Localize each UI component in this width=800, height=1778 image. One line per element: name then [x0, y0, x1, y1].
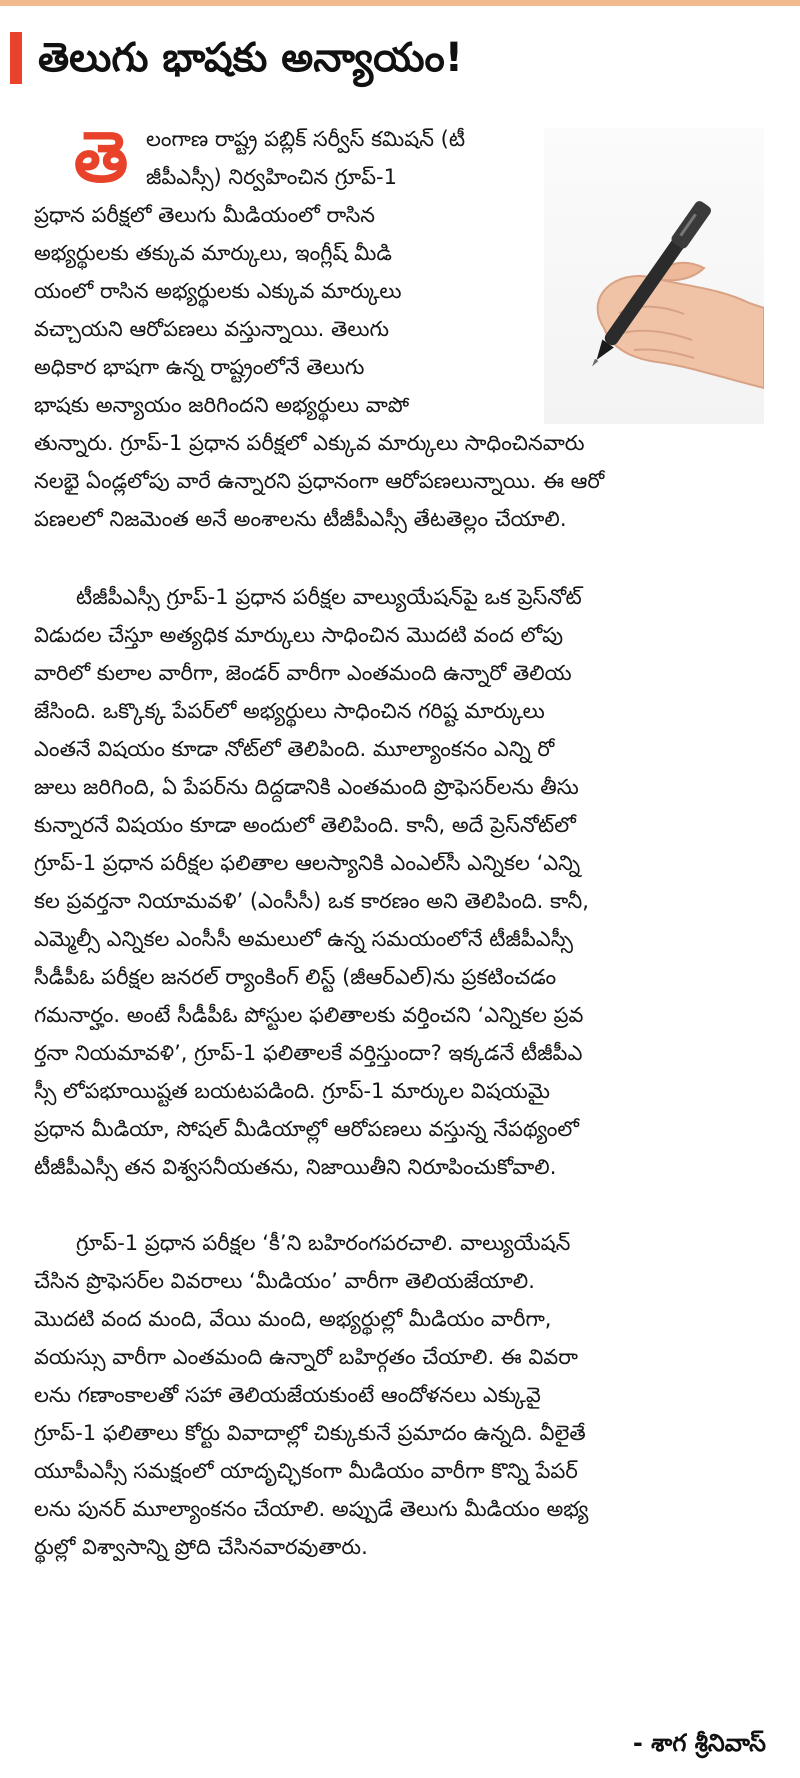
paragraph2-line: కున్నారనే విషయం కూడా అందులో తెలిపింది. కానీ, అదే ప్రెస్‌నోట్‌లో — [34, 813, 576, 837]
paragraph2-line: టీజీపీఎస్సీ తన విశ్వసనీయతను, నిజాయితీని నిరూపించుకోవాలి. — [34, 1155, 557, 1179]
paragraph3-line: ర్థుల్లో విశ్వాసాన్ని ప్రోది చేసినవారవుతారు. — [34, 1535, 368, 1559]
author-byline: - శాగ శ్రీనివాస్ — [632, 1729, 766, 1757]
top-rule — [0, 0, 800, 6]
paragraph1-line: లంగాణ రాష్ట్ర పబ్లిక్ సర్వీస్ కమిషన్ (టీ — [146, 127, 466, 151]
article-headline: తెలుగు భాషకు అన్యాయం! — [38, 35, 464, 81]
paragraph3-line: లను పునర్ మూల్యాంకనం చేయాలి. అప్పుడే తెలుగు మీడియం అభ్య — [34, 1497, 589, 1521]
paragraph2-line: వారిలో కులాల వారీగా, జెండర్ వారీగా ఎంతమంది ఉన్నారో తెలియ — [34, 661, 572, 685]
paragraph1-line: అభ్యర్థులకు తక్కువ మార్కులు, ఇంగ్లీష్ మీడి — [34, 241, 392, 265]
paragraph2-line: కల ప్రవర్తనా నియామవళి’ (ఎంసీసీ) ఒక కారణం అని తెలిపింది. కానీ, — [34, 889, 589, 913]
paragraph3-line: మొదటి వంద మంది, వేయి మంది, అభ్యర్థుల్లో మీడియం వారీగా, — [34, 1307, 552, 1331]
paragraph3-line: గ్రూప్-1 ప్రధాన పరీక్షల ‘కీ’ని బహిరంగపరచాలి. వాల్యుయేషన్ — [76, 1231, 571, 1255]
headline-accent-bar — [10, 32, 22, 84]
paragraph1-line: తున్నారు. గ్రూప్-1 ప్రధాన పరీక్షలో ఎక్కువ మార్కులు సాధించినవారు — [34, 431, 585, 455]
paragraph1-line: పణలలో నిజమెంత అనే అంశాలను టీజీపీఎస్సీ తేటతెల్లం చేయాలి. — [34, 507, 567, 531]
paragraph1-line: వచ్చాయని ఆరోపణలు వస్తున్నాయి. తెలుగు — [34, 317, 389, 341]
paragraph3-line: లను గణాంకాలతో సహా తెలియజేయకుంటే ఆందోళనలు ఎక్కువై — [34, 1383, 541, 1407]
paragraph1-line: ప్రధాన పరీక్షలో తెలుగు మీడియంలో రాసిన — [34, 203, 376, 227]
paragraph2-line: ప్రధాన మీడియా, సోషల్ మీడియాల్లో ఆరోపణలు వస్తున్న నేపథ్యంలో — [34, 1117, 579, 1141]
paragraph1-line: యంలో రాసిన అభ్యర్థులకు ఎక్కువ మార్కులు — [34, 279, 402, 303]
paragraph2-line: జులు జరిగింది, ఏ పేపర్‌ను దిద్దడానికి ఎంతమంది ప్రొఫెసర్‌లను తీసు — [34, 775, 579, 799]
paragraph1-line: జీపీఎస్సీ) నిర్వహించిన గ్రూప్-1 — [146, 165, 397, 189]
paragraph2-line: గ్రూప్-1 ప్రధాన పరీక్షల ఫలితాల ఆలస్యానికి ఎంఎల్‌సీ ఎన్నికల ‘ఎన్ని — [34, 851, 581, 875]
paragraph2-line: ఎమ్మెల్సీ ఎన్నికల ఎంసీసీ అమలులో ఉన్న సమయంలోనే టీజీపీఎస్సీ — [34, 927, 574, 951]
paragraph1-line: అధికార భాషగా ఉన్న రాష్ట్రంలోనే తెలుగు — [34, 355, 365, 379]
paragraph1-line: భాషకు అన్యాయం జరిగిందని అభ్యర్థులు వాపో — [34, 393, 410, 417]
paragraph2-line: సీడీపీఓ పరీక్షల జనరల్ ర్యాంకింగ్ లిస్ట్ (జీఆర్ఎల్)ను ప్రకటించడం — [34, 965, 557, 989]
hand-holding-pen-icon — [544, 128, 764, 424]
paragraph2-line: స్సీ లోపభూయిష్టత బయటపడింది. గ్రూప్-1 మార్కుల విషయమై — [34, 1079, 550, 1103]
paragraph2-line: జేసింది. ఒక్కొక్క పేపర్‌లో అభ్యర్థులు సాధించిన గరిష్ట మార్కులు — [34, 699, 545, 723]
paragraph3-line: వయస్సు వారీగా ఎంతమంది ఉన్నారో బహిర్గతం చేయాలి. ఈ వివరా — [34, 1345, 578, 1369]
paragraph1-line: నలభై ఏండ్లలోపు వారే ఉన్నారని ప్రధానంగా ఆరోపణలున్నాయి. ఈ ఆరో — [34, 469, 605, 493]
paragraph2-line: గమనార్హం. అంటే సీడీపీఓ పోస్టుల ఫలితాలకు వర్తించని ‘ఎన్నికల ప్రవ — [34, 1003, 584, 1027]
paragraph3-line: చేసిన ప్రొఫెసర్‌ల వివరాలు ‘మీడియం’ వారీగా తెలియజేయాలి. — [34, 1269, 535, 1293]
paragraph2-line: ర్తనా నియమావళి’, గ్రూప్-1 ఫలితాలకే వర్తిస్తుందా? ఇక్కడనే టీజీపీఎ — [34, 1041, 583, 1065]
headline-block — [0, 26, 800, 90]
paragraph2-line: విడుదల చేస్తూ అత్యధిక మార్కులు సాధించిన మొదటి వంద లోపు — [34, 623, 564, 647]
paragraph2-line: ఎంతనే విషయం కూడా నోట్‌లో తెలిపింది. మూల్యాంకనం ఎన్ని రో — [34, 737, 555, 761]
paragraph3-line: గ్రూప్-1 ఫలితాలు కోర్టు వివాదాల్లో చిక్కుకునే ప్రమాదం ఉన్నది. వీలైతే — [34, 1421, 586, 1445]
article-photo — [544, 128, 764, 424]
paragraph3-line: యూపీఎస్సీ సమక్షంలో యాదృచ్ఛికంగా మీడియం వారీగా కొన్ని పేపర్ — [34, 1459, 578, 1483]
dropcap: తె — [73, 116, 129, 198]
paragraph2-line: టీజీపీఎస్సీ గ్రూప్-1 ప్రధాన పరీక్షల వాల్యుయేషన్‌పై ఒక ప్రెస్‌నోట్ — [76, 585, 582, 609]
